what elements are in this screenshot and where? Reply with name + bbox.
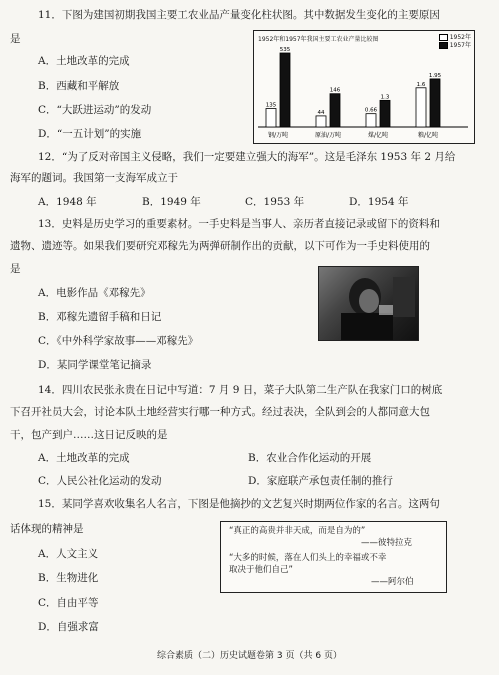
q12-stem-line1: 12．“为了反对帝国主义侵略，我们一定要建立强大的海军”。这是毛泽东 1953 年 2 月给 — [38, 151, 456, 163]
bar-label-1-0: 44 — [317, 109, 325, 116]
bar-label-0-0: 135 — [265, 102, 277, 109]
q12-stem-line2: 海军的题词。我国第一支海军成立于 — [10, 172, 178, 184]
q15-option-c: C．自由平等 — [38, 597, 99, 609]
q13-option-b: B．邓稼先遗留手稿和日记 — [38, 311, 162, 323]
q12-option-d: D．1954 年 — [349, 196, 409, 208]
production-bar-chart — [253, 30, 475, 144]
portrait-silhouette — [319, 267, 418, 340]
category-label-1: 原油/万吨 — [314, 132, 342, 139]
deng-jiaxian-photo — [318, 266, 419, 341]
quote-petrarch: “真正的高贵并非天成，而是自为的” — [229, 526, 366, 536]
q15-option-a: A．人文主义 — [38, 548, 99, 560]
q15-option-b: B．生物进化 — [38, 572, 99, 584]
q12-option-b: B．1949 年 — [142, 196, 201, 208]
page-footer: 综合素质（二）历史试题卷第 3 页（共 6 页） — [157, 651, 342, 661]
q15-stem-line1: 15．某同学喜欢收集名人名言，下图是他摘抄的文艺复兴时期两位作家的名言。这两句 — [38, 498, 440, 510]
q13-option-c: C．《中外科学家故事——邓稼先》 — [38, 335, 199, 347]
bar-0-0 — [266, 109, 276, 128]
q13-stem-line1: 13．史料是历史学习的重要素材。一手史料是当事人、亲历者直接记录或留下的资料和 — [38, 218, 440, 230]
q14-stem-line1: 14．四川农民张永贵在日记中写道：7 月 9 日，菜子大队第二生产队在我家门口的树底 — [38, 384, 443, 396]
q11-stem-line1: 11．下图为建国初期我国主要工农业品产量变化柱状图。其中数据发生变化的主要原因 — [38, 9, 440, 21]
category-label-0: 钢/万吨 — [267, 132, 289, 139]
bar-label-2-1: 1.3 — [380, 94, 390, 101]
q11-option-a: A．土地改革的完成 — [38, 55, 130, 67]
bar-0-1 — [280, 53, 290, 127]
bar-label-3-1: 1.95 — [428, 72, 442, 79]
q15-stem-line2: 话体现的精神是 — [10, 523, 84, 535]
q15-option-d: D．自强求富 — [38, 621, 99, 633]
q13-stem-line3: 是 — [10, 263, 21, 275]
q13-option-d: D．某同学课堂笔记摘录 — [38, 359, 152, 371]
category-label-3: 粮/亿吨 — [417, 132, 439, 139]
q14-stem-line2: 下召开社员大会，讨论本队土地经营实行哪一种方式。经过表决，全队到会的人都同意大包 — [10, 406, 430, 418]
q14-stem-line3: 干，包产到户……这日记反映的是 — [10, 429, 168, 441]
bar-label-2-0: 0.66 — [364, 107, 378, 114]
quote-alberti-line2: 取决于他们自己” — [229, 565, 293, 575]
q14-option-d: D．家庭联产承包责任制的推行 — [248, 475, 393, 487]
q14-option-c: C．人民公社化运动的发动 — [38, 475, 162, 487]
bar-3-0 — [416, 88, 426, 127]
bar-label-1-1: 146 — [329, 87, 341, 94]
q14-option-a: A．土地改革的完成 — [38, 452, 130, 464]
q14-option-b: B．农业合作化运动的开展 — [248, 452, 372, 464]
chart-plot — [254, 31, 474, 143]
bar-1-1 — [330, 94, 340, 127]
quote-author-petrarch: ——彼特拉克 — [361, 538, 413, 548]
legend-label-1957: 1957年 — [449, 42, 471, 49]
q13-option-a: A．电影作品《邓稼先》 — [38, 287, 151, 299]
bar-2-0 — [366, 114, 376, 127]
q13-stem-line2: 遗物、遗迹等。如果我们要研究邓稼先为两弹研制作出的贡献，以下可作为一手史料使用的 — [10, 240, 430, 252]
quotes-box — [220, 521, 447, 593]
q11-option-d: D．“一五计划”的实施 — [38, 128, 142, 140]
category-label-2: 煤/亿吨 — [367, 132, 389, 139]
bar-label-0-1: 535 — [279, 47, 291, 53]
bar-label-3-0: 1.6 — [416, 81, 426, 88]
q11-option-b: B．西藏和平解放 — [38, 80, 120, 92]
quote-author-alberti: ——阿尔伯 — [371, 577, 414, 587]
bar-3-1 — [430, 79, 440, 127]
quote-alberti-line1: “大多的时候，落在人们头上的幸福或不幸 — [229, 553, 387, 563]
chart-title: 1952年和1957年我国主要工农业产量比较图 — [258, 36, 379, 43]
q12-option-a: A．1948 年 — [38, 196, 97, 208]
q11-option-c: C．“大跃进运动”的发动 — [38, 104, 152, 116]
bar-1-0 — [316, 116, 326, 127]
bar-2-1 — [380, 100, 390, 127]
legend-label-1952: 1952年 — [449, 34, 471, 41]
q11-stem-line2: 是 — [10, 33, 21, 45]
q12-option-c: C．1953 年 — [245, 196, 305, 208]
